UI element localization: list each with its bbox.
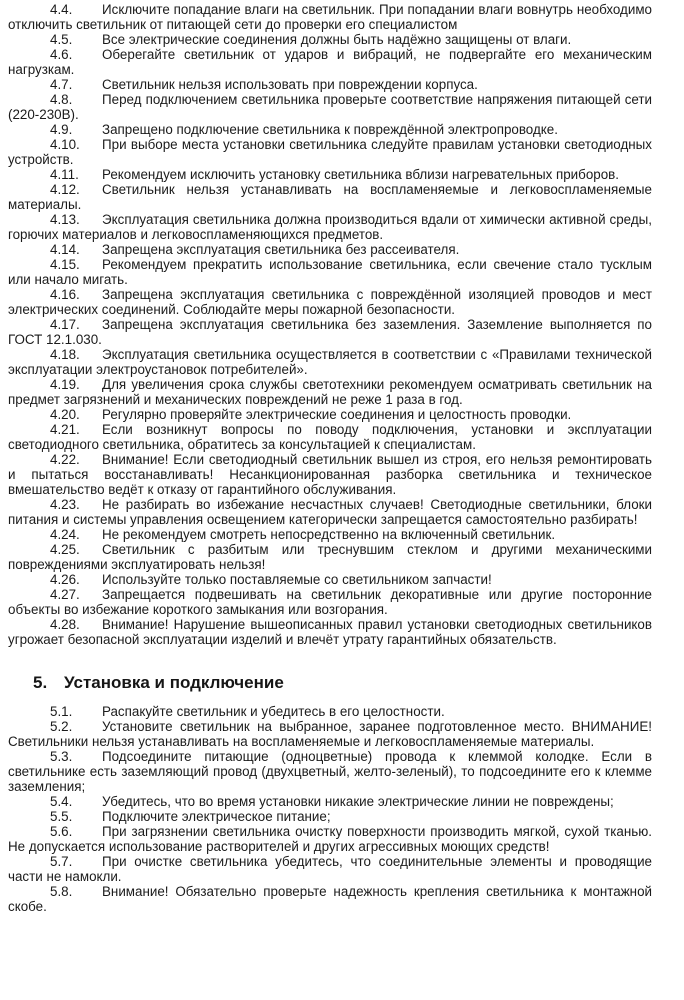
item-number: 4.15. (50, 257, 80, 272)
section-5-heading-title: Установка и подключение (64, 673, 284, 692)
item-text: Установите светильник на выбранное, заранее подготовленное место. ВНИМАНИЕ! Светильники нельзя устанавливать на воспламеняемые и легковоспламеняемые материалы. (8, 719, 652, 749)
section-5-heading-number: 5. (33, 673, 48, 692)
section-5-heading (8, 673, 652, 693)
list-item (8, 32, 652, 47)
item-text: Для увеличения срока службы светотехники рекомендуем осматривать светильник на предмет загрязнений и механических повреждений не реже 1 раза в год. (8, 377, 652, 407)
item-text: Регулярно проверяйте электрические соединения и целостность проводки. (102, 407, 572, 422)
item-text: Не разбирать во избежание несчастных случаев! Светодиодные светильники, блоки питания и системы управления освещением категорически запрещается самостоятельно разбирать! (8, 497, 652, 527)
item-text: Эксплуатация светильника должна производиться вдали от химически активной среды, горючих материалов и легковоспламеняющихся предметов. (8, 212, 652, 242)
item-number: 4.4. (50, 2, 73, 17)
item-number: 4.28. (50, 617, 80, 632)
item-text: Перед подключением светильника проверьте соответствие напряжения питающей сети (220-230В). (8, 92, 652, 122)
item-number: 5.5. (50, 809, 73, 824)
list-item (8, 347, 652, 377)
item-number: 4.14. (50, 242, 80, 257)
item-text: Светильник нельзя устанавливать на воспламеняемые и легковоспламеняемые материалы. (8, 182, 652, 212)
item-number: 5.6. (50, 824, 73, 839)
item-number: 4.5. (50, 32, 73, 47)
item-number: 5.4. (50, 794, 73, 809)
item-text: Эксплуатация светильника осуществляется в соответствии с «Правилами технической эксплуатации электроустановок потребителей». (8, 347, 652, 377)
list-item (8, 287, 652, 317)
item-number: 4.23. (50, 497, 80, 512)
item-text: При очистке светильника убедитесь, что соединительные элементы и проводящие части не намокли. (8, 854, 652, 884)
item-text: Запрещена эксплуатация светильника без заземления. Заземление выполняется по ГОСТ 12.1.030. (8, 317, 652, 347)
item-number: 5.2. (50, 719, 73, 734)
item-text: Внимание! Обязательно проверьте надежность крепления светильника к монтажной скобе. (8, 884, 652, 914)
item-text: Не рекомендуем смотреть непосредственно на включенный светильник. (102, 527, 556, 542)
item-text: Запрещается подвешивать на светильник декоративные или другие посторонние объекты во избежание короткого замыкания или возгорания. (8, 587, 652, 617)
item-text: Исключите попадание влаги на светильник. При попадании влаги вовнутрь необходимо отключить светильник от питающей сети до проверки его специалистом (8, 2, 652, 32)
item-number: 5.1. (50, 704, 73, 719)
item-number: 5.8. (50, 884, 73, 899)
list-item (8, 809, 652, 824)
item-number: 5.3. (50, 749, 73, 764)
list-item (8, 719, 652, 749)
item-number: 4.24. (50, 527, 80, 542)
item-text: При загрязнении светильника очистку поверхности производить мягкой, сухой тканью. Не допускается использование растворителей и других агрессивных моющих средств! (8, 824, 652, 854)
item-text: При выборе места установки светильника следуйте правилам установки светодиодных устройств. (8, 137, 652, 167)
list-item (8, 377, 652, 407)
list-item (8, 617, 652, 647)
list-item (8, 824, 652, 854)
list-item (8, 92, 652, 122)
list-item (8, 137, 652, 167)
section-4-safety-rules-list (8, 2, 652, 647)
list-item (8, 794, 652, 809)
list-item (8, 257, 652, 287)
item-number: 4.11. (50, 167, 79, 182)
item-text: Используйте только поставляемые со светильником запчасти! (102, 572, 492, 587)
section-5-installation-list (8, 704, 652, 914)
list-item (8, 317, 652, 347)
list-item (8, 212, 652, 242)
item-number: 4.27. (50, 587, 80, 602)
item-text: Все электрические соединения должны быть надёжно защищены от влаги. (102, 32, 572, 47)
list-item (8, 242, 652, 257)
list-item (8, 749, 652, 794)
list-item (8, 77, 652, 92)
item-text: Распакуйте светильник и убедитесь в его целостности. (102, 704, 445, 719)
list-item (8, 182, 652, 212)
item-text: Подсоедините питающие (одноцветные) провода к клеммой колодке. Если в светильнике есть заземляющий провод (двухцветный, желто-зеленый), то подсоедините его к клемме заземления; (8, 749, 652, 794)
item-number: 4.7. (50, 77, 73, 92)
item-number: 4.10. (50, 137, 80, 152)
item-text: Запрещена эксплуатация светильника с повреждённой изоляцией проводов и мест электрических соединений. Соблюдайте меры пожарной безопасности. (8, 287, 652, 317)
item-number: 4.25. (50, 542, 80, 557)
list-item (8, 407, 652, 422)
list-item (8, 452, 652, 497)
item-number: 4.17. (50, 317, 80, 332)
list-item (8, 497, 652, 527)
item-text: Подключите электрическое питание; (102, 809, 331, 824)
item-text: Светильник нельзя использовать при повреждении корпуса. (102, 77, 478, 92)
list-item (8, 704, 652, 719)
item-text: Рекомендуем исключить установку светильника вблизи нагревательных приборов. (102, 167, 620, 182)
item-number: 4.9. (50, 122, 73, 137)
list-item (8, 47, 652, 77)
list-item (8, 422, 652, 452)
list-item (8, 167, 652, 182)
list-item (8, 122, 652, 137)
list-item (8, 542, 652, 572)
item-number: 4.8. (50, 92, 73, 107)
item-text: Светильник с разбитым или треснувшим стеклом и другими механическими повреждениями эксплуатировать нельзя! (8, 542, 652, 572)
item-text: Внимание! Если светодиодный светильник вышел из строя, его нельзя ремонтировать и пытаться восстанавливать! Несанкционированная разборка светильника и техническое вмешательство ведёт к отказу от гарантийного обслуживания. (8, 452, 652, 497)
item-number: 4.19. (50, 377, 80, 392)
list-item (8, 884, 652, 914)
item-number: 4.18. (50, 347, 80, 362)
list-item (8, 527, 652, 542)
item-number: 4.13. (50, 212, 80, 227)
item-text: Внимание! Нарушение вышеописанных правил установки светодиодных светильников угрожает безопасной эксплуатации изделий и влечёт утрату гарантийных обязательств. (8, 617, 652, 647)
item-number: 4.21. (50, 422, 80, 437)
item-text: Если возникнут вопросы по поводу подключения, установки и эксплуатации светодиодного светильника, обратитесь за консультацией к специалистам. (8, 422, 652, 452)
item-text: Оберегайте светильник от ударов и вибраций, не подвергайте его механическим нагрузкам. (8, 47, 652, 77)
item-text: Убедитесь, что во время установки никакие электрические линии не повреждены; (102, 794, 614, 809)
item-number: 4.16. (50, 287, 80, 302)
list-item (8, 2, 652, 32)
item-number: 4.20. (50, 407, 80, 422)
item-number: 5.7. (50, 854, 73, 869)
item-number: 4.26. (50, 572, 80, 587)
item-text: Рекомендуем прекратить использование светильника, если свечение стало тусклым или начало мигать. (8, 257, 652, 287)
list-item (8, 854, 652, 884)
item-number: 4.22. (50, 452, 80, 467)
list-item (8, 587, 652, 617)
item-number: 4.12. (50, 182, 80, 197)
item-text: Запрещена эксплуатация светильника без рассеивателя. (102, 242, 460, 257)
item-number: 4.6. (50, 47, 73, 62)
list-item (8, 572, 652, 587)
item-text: Запрещено подключение светильника к повреждённой электропроводке. (102, 122, 558, 137)
